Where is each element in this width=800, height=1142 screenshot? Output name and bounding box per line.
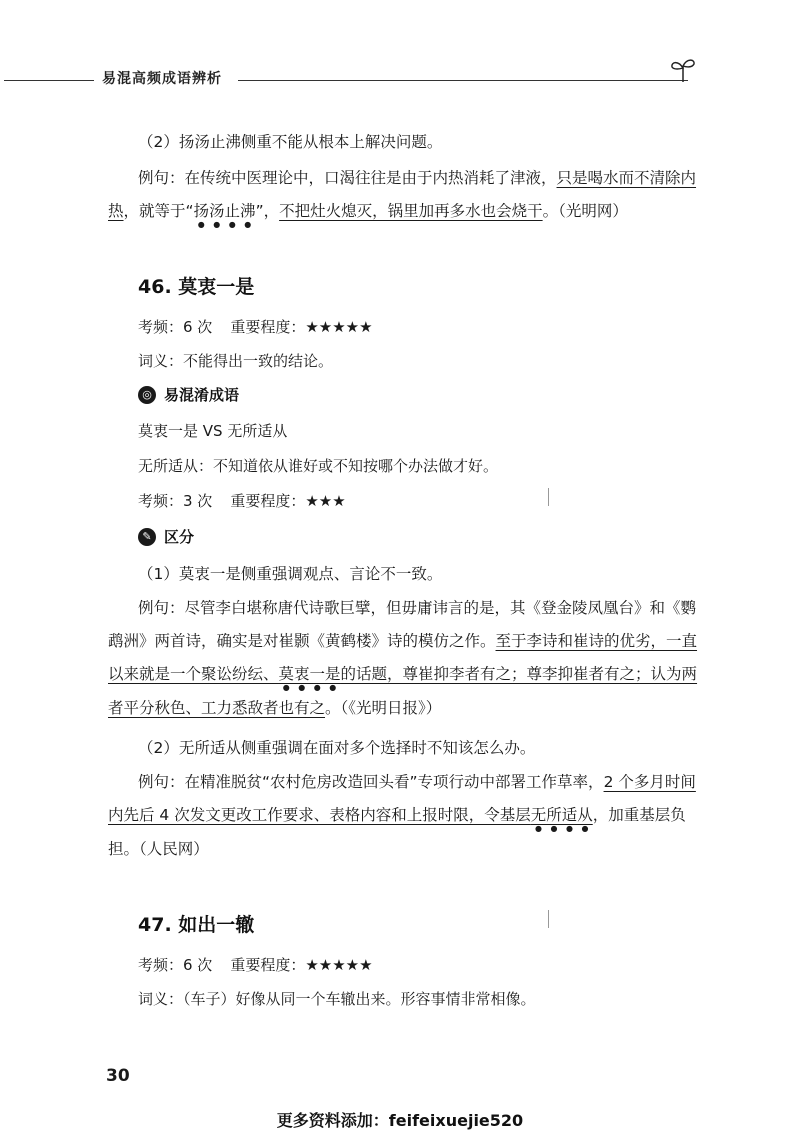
entry-46-example-2 — [108, 766, 700, 866]
sprout-icon — [668, 54, 698, 84]
entry-47-definition: 词义：（车子）好像从同一个车辙出来。形容事情非常相像。 — [138, 990, 536, 1008]
entry-46-point-2: （2）无所适从侧重强调在面对多个选择时不知该怎么办。 — [138, 739, 536, 757]
example-2-suffix: ，加重基层负担。（人民网） — [108, 806, 686, 858]
entry-46-example-1 — [108, 592, 700, 725]
prev-example-idiom: 扬汤止沸 — [193, 202, 256, 220]
prev-point-2: （2）扬汤止沸侧重不能从根本上解决问题。 — [138, 133, 443, 151]
example-2-idiom: 无所适从 — [530, 806, 593, 824]
header-rule-right — [238, 80, 688, 81]
entry-47-importance: 重要程度：★★★★★ — [230, 956, 373, 974]
prev-example-suffix: 。（光明网） — [542, 202, 628, 220]
entry-46-pair: 莫衷一是 VS 无所适从 — [138, 422, 288, 440]
prev-example-mid-2: ”， — [255, 202, 280, 220]
entry-46-other-frequency: 考频：3 次 — [138, 492, 213, 510]
prev-example-underline-1: 只是喝水而不清除内热 — [108, 169, 697, 220]
scan-speck — [548, 488, 549, 506]
confusable-badge-icon: ◎ — [138, 386, 156, 404]
page-number: 30 — [106, 1066, 130, 1086]
entry-46-heading: 46. 莫衷一是 — [138, 276, 255, 298]
prev-example-prefix: 例句：在传统中医理论中，口渴往往是由于内热消耗了津液， — [138, 169, 557, 187]
prev-example — [108, 162, 700, 229]
example-1-idiom: 莫衷一是 — [278, 665, 341, 683]
example-1-underline-2: 的话题，尊崔抑李者有之；尊李抑崔者有之；认为两者平分秋色、工力悉敌者也有之 — [108, 665, 698, 717]
entry-46-frequency: 考频：6 次 — [138, 318, 213, 336]
example-1-prefix: 例句：尽管李白堪称唐代诗歌巨擘，但毋庸讳言的是，其《登金陵凤凰台》和《鹦鹉洲》两首诗，确实是对崔颢《黄鹤楼》诗的模仿之作。 — [108, 599, 697, 650]
prev-example-mid-1: ，就等于“ — [123, 202, 194, 220]
distinguish-badge-icon: ✎ — [138, 528, 156, 546]
entry-46-definition: 词义：不能得出一致的结论。 — [138, 352, 334, 370]
prev-example-underline-2: 不把灶火熄灭，锅里加再多水也会烧干 — [279, 202, 543, 220]
entry-46-distinguish-heading — [138, 526, 194, 547]
footer-note: 更多资料添加：feifeixuejie520 — [276, 1111, 524, 1130]
example-1-underline-1: 至于李诗和崔诗的优劣，一直以来就是一个聚讼纷纭、 — [108, 632, 698, 683]
entry-46-other-meta — [138, 490, 346, 511]
example-1-suffix: 。（《光明日报》） — [325, 699, 442, 717]
header-rule-left — [4, 80, 94, 81]
entry-46-importance: 重要程度：★★★★★ — [230, 318, 373, 336]
distinguish-title: 区分 — [164, 528, 195, 546]
example-2-underline: 2 个多月时间内先后 4 次发文更改工作要求、表格内容和上报时限，令基层 — [108, 773, 696, 824]
example-2-prefix: 例句：在精准脱贫“农村危房改造回头看”专项行动中部署工作草率， — [138, 773, 604, 791]
confusable-title: 易混淆成语 — [164, 386, 240, 404]
entry-46-point-1: （1）莫衷一是侧重强调观点、言论不一致。 — [138, 565, 443, 583]
entry-47-heading: 47. 如出一辙 — [138, 914, 255, 936]
entry-46-other-importance: 重要程度：★★★ — [230, 492, 346, 510]
running-header-title: 易混高频成语辨析 — [102, 71, 222, 87]
entry-47-meta — [138, 954, 373, 975]
entry-46-other-definition: 无所适从：不知道依从谁好或不知按哪个办法做才好。 — [138, 457, 499, 475]
entry-47-frequency: 考频：6 次 — [138, 956, 213, 974]
entry-46-confusable-heading — [138, 384, 239, 405]
scan-speck — [548, 910, 549, 928]
entry-46-meta — [138, 316, 373, 337]
